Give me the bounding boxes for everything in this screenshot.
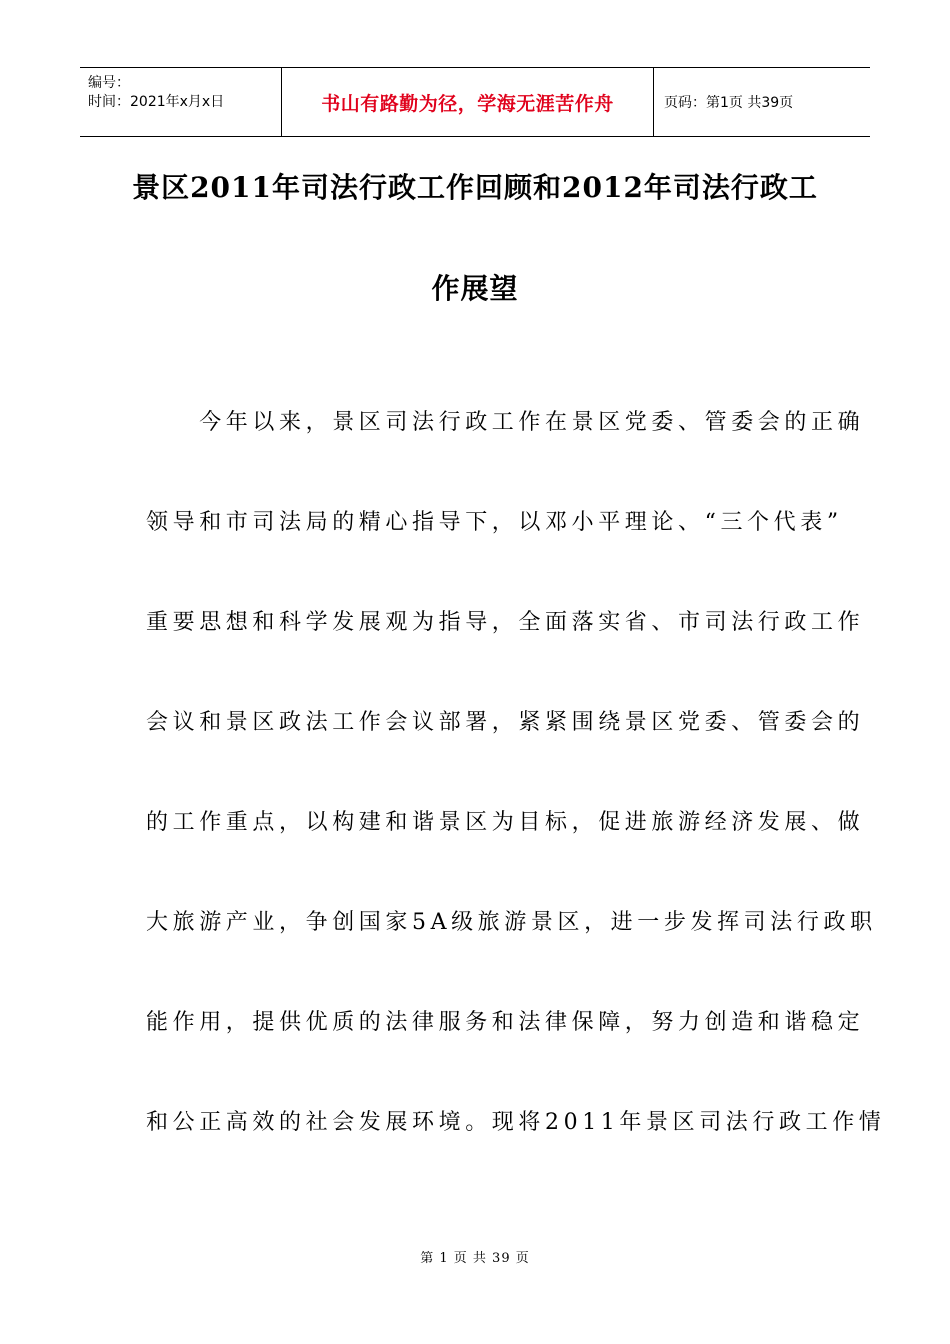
document-header-table (80, 67, 870, 137)
paragraph-line: 大旅游产业，争创国家5A级旅游景区，进一步发挥司法行政职 (146, 910, 877, 935)
paragraph-line: 重要思想和科学发展观为指导，全面落实省、市司法行政工作 (146, 610, 865, 635)
paragraph-line: 和公正高效的社会发展环境。现将2011年景区司法行政工作情 (146, 1110, 886, 1135)
paragraph-line: 今年以来，景区司法行政工作在景区党委、管委会的正确 (146, 410, 865, 435)
motto-text: 书山有路勤为径，学海无涯苦作舟 (321, 92, 614, 115)
paragraph-line: 的工作重点，以构建和谐景区为目标，促进旅游经济发展、做 (146, 810, 865, 835)
number-label: 编号： (88, 75, 130, 91)
header-info-cell (80, 68, 282, 136)
header-motto-cell (282, 68, 654, 136)
paragraph-line: 会议和景区政法工作会议部署，紧紧围绕景区党委、管委会的 (146, 710, 865, 735)
paragraph-line: 能作用，提供优质的法律服务和法律保障，努力创造和谐稳定 (146, 1010, 865, 1035)
time-label: 时间：2021年x月x日 (88, 94, 225, 110)
document-title-line-2: 作展望 (431, 272, 519, 305)
header-page-cell (654, 68, 870, 136)
page-footer: 第 1 页 共 39 页 (420, 1251, 530, 1266)
paragraph-line: 领导和市司法局的精心指导下，以邓小平理论、“三个代表” (146, 510, 843, 535)
page-code: 页码：第1页 共39页 (664, 95, 794, 111)
document-title-line-1: 景区2011年司法行政工作回顾和2012年司法行政工 (132, 171, 818, 204)
